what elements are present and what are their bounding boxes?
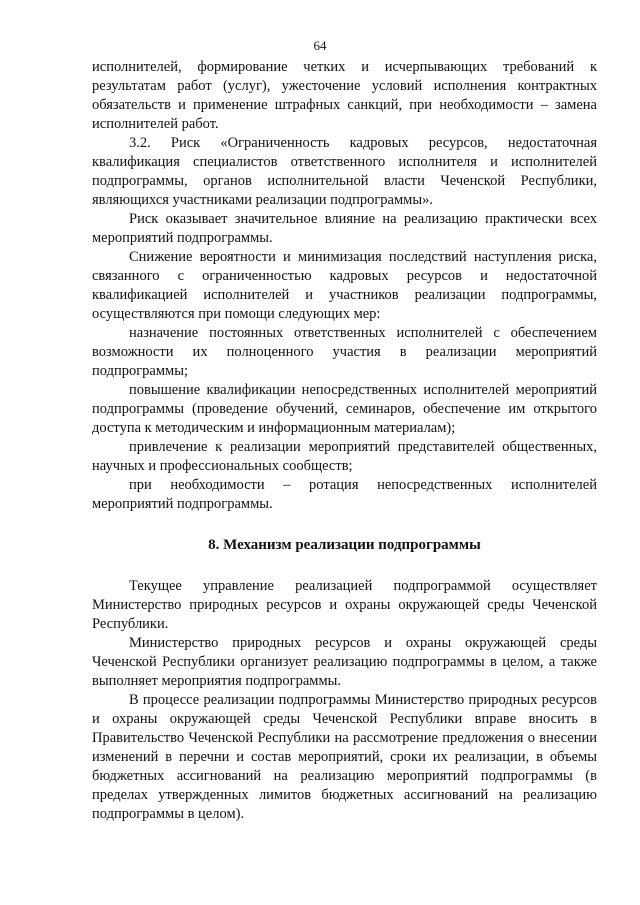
- paragraph-risk-3-2: 3.2. Риск «Ограниченность кадровых ресурсов, недостаточная квалификация специалистов ответственного исполнителя и исполнителей подпрограммы, органов исполнительной власти Чеченской Республики, являющихся участниками реализации подпрограммы».: [92, 135, 597, 208]
- document-body: [92, 58, 597, 824]
- paragraph-continuation: исполнителей, формирование четких и исчерпывающих требований к результатам работ (услуг), ужесточение условий исполнения контрактных обязательств и применение штрафных санкций, при необходимости – замена исполнителей работ.: [92, 59, 597, 132]
- section-heading: 8. Механизм реализации подпрограммы: [208, 537, 481, 553]
- measure-item-4: при необходимости – ротация непосредственных исполнителей мероприятий подпрограммы.: [92, 477, 597, 512]
- measure-item-1: назначение постоянных ответственных исполнителей с обеспечением возможности их полноценного участия в реализации мероприятий подпрограммы;: [92, 325, 597, 379]
- section-paragraph-1: Текущее управление реализацией подпрограммой осуществляет Министерство природных ресурсов и охраны окружающей среды Чеченской Республики.: [92, 578, 597, 632]
- page-number: 64: [313, 38, 327, 53]
- measure-item-3: привлечение к реализации мероприятий представителей общественных, научных и профессиональных сообществ;: [92, 439, 597, 474]
- section-paragraph-2: Министерство природных ресурсов и охраны окружающей среды Чеченской Республики организует реализацию подпрограммы в целом, а также выполняет мероприятия подпрограммы.: [92, 635, 597, 689]
- measure-item-2: повышение квалификации непосредственных исполнителей мероприятий подпрограммы (проведение обучений, семинаров, обеспечение им открытого доступа к методическим и информационным материалам);: [92, 382, 597, 436]
- paragraph-risk-impact: Риск оказывает значительное влияние на реализацию практически всех мероприятий подпрограммы.: [92, 211, 597, 246]
- section-paragraph-3: В процессе реализации подпрограммы Министерство природных ресурсов и охраны окружающей среды Чеченской Республики вправе вносить в Правительство Чеченской Республики на рассмотрение предложения о внесении изменений в перечни и состав мероприятий, сроки их реализации, в объемы бюджетных ассигнований на реализацию мероприятий подпрограммы (в пределах утвержденных лимитов бюджетных ассигнований на реализацию подпрограммы в целом).: [92, 692, 597, 822]
- paragraph-risk-mitigation: Снижение вероятности и минимизация последствий наступления риска, связанного с ограниченностью кадровых ресурсов и недостаточной квалификацией исполнителей и участников реализации подпрограммы, осуществляются при помощи следующих мер:: [92, 249, 597, 322]
